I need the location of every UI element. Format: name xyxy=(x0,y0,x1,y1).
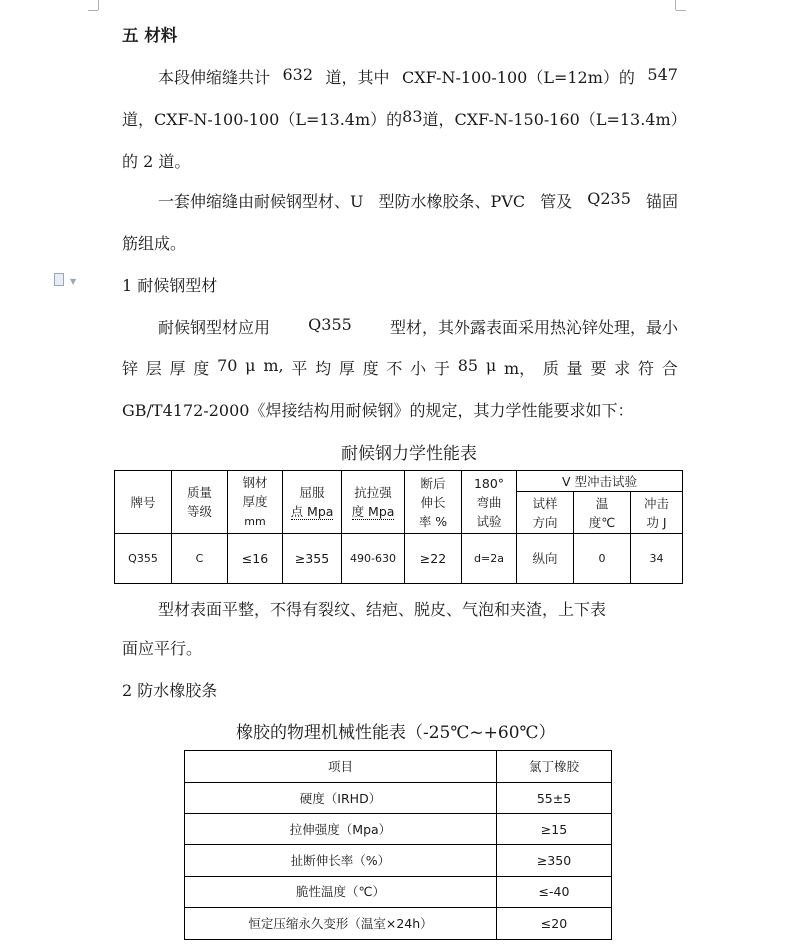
text-run: 型防水橡胶条、PVC xyxy=(378,192,526,211)
text-run: 管及 xyxy=(540,192,573,211)
header-label: 试样 xyxy=(532,495,558,511)
text-run: 层 xyxy=(145,359,162,378)
paragraph-line: 筋组成。 xyxy=(122,234,187,253)
table-cell: 纵向 xyxy=(517,534,574,584)
header-cell xyxy=(631,492,683,534)
paragraph-line: 面应平行。 xyxy=(122,639,203,658)
header-label: V 型冲击试验 xyxy=(561,473,638,489)
paragraph-line xyxy=(158,65,678,88)
table-caption: 橡胶的物理机械性能表（-25℃~+60℃） xyxy=(236,723,556,743)
text-run: 厚 xyxy=(338,359,355,378)
text-run: 符 xyxy=(637,359,654,378)
header-cell xyxy=(574,492,631,534)
header-label: 抗拉强 xyxy=(354,485,392,500)
table-header-row xyxy=(185,751,612,783)
table-caption: 耐候钢力学性能表 xyxy=(341,444,477,464)
header-label: 温 xyxy=(595,495,609,511)
text-run: Q235 xyxy=(587,189,631,208)
paragraph-options-icon[interactable] xyxy=(54,273,78,287)
table-cell: ≤20 xyxy=(497,907,612,939)
text-run: 小 xyxy=(410,359,427,378)
header-label: 钢材 xyxy=(242,475,268,490)
header-cell: 项目 xyxy=(185,751,497,783)
text-run: Q355 xyxy=(308,315,352,334)
table-cell: ≥22 xyxy=(405,534,462,584)
text-run: 于 xyxy=(433,359,450,378)
paragraph-line: GB/T4172-2000《焊接结构用耐候钢》的规定，其力学性能要求如下： xyxy=(122,401,634,420)
header-label: 度℃ xyxy=(588,514,616,530)
header-cell xyxy=(462,471,517,534)
table-row xyxy=(185,876,612,907)
paragraph-line xyxy=(158,315,678,338)
table-cell: ≥350 xyxy=(497,845,612,876)
text-run: 道，其中 xyxy=(325,68,390,87)
paragraph-line xyxy=(158,189,678,212)
header-label: 试验 xyxy=(476,513,502,529)
table-row xyxy=(185,783,612,814)
page-corner-mark xyxy=(98,0,99,10)
header-label: 弯曲 xyxy=(476,494,502,510)
dropdown-arrow-icon: ▼ xyxy=(70,277,77,286)
header-label: 率 % xyxy=(418,513,448,529)
table-cell: 脆性温度（℃） xyxy=(185,876,497,907)
text-run: μ xyxy=(485,356,497,375)
table-cell: ≥15 xyxy=(497,814,612,845)
text-run: 型材，其外露表面采用热沁锌处理，最小 xyxy=(389,318,678,337)
text-run: 合 xyxy=(661,359,678,378)
table-row xyxy=(185,814,612,845)
header-label: 牌号 xyxy=(130,494,156,510)
table-row xyxy=(185,845,612,876)
text-run: 度 xyxy=(362,359,379,378)
paragraph-line: 的 2 道。 xyxy=(122,152,191,171)
paragraph-line xyxy=(122,107,687,130)
header-label: 冲击 xyxy=(643,495,669,511)
section-heading: 五 材料 xyxy=(122,26,178,45)
header-label: 180° xyxy=(473,475,505,491)
table-cell: 34 xyxy=(631,534,683,584)
rubber-properties-table xyxy=(184,750,612,940)
text-run: 均 xyxy=(315,359,332,378)
text-run: 求 xyxy=(614,359,631,378)
header-label: 方向 xyxy=(532,514,558,530)
text-run: 耐候钢型材应用 xyxy=(158,318,271,337)
table-cell: d=2a xyxy=(462,534,517,584)
text-run: 平 xyxy=(291,359,308,378)
subheading: 2 防水橡胶条 xyxy=(122,681,218,700)
text-run: 547 xyxy=(647,65,678,84)
table-cell: ≤-40 xyxy=(497,876,612,907)
text-run: CXF-N-100-100（L=12m）的 xyxy=(402,68,635,87)
header-label: 屈服 xyxy=(299,485,325,500)
table-cell: 490-630 xyxy=(342,534,405,584)
table-cell: C xyxy=(172,534,228,584)
header-label: 功 J xyxy=(646,514,667,530)
text-run: 一套伸缩缝由耐候钢型材、U xyxy=(158,192,364,211)
header-label: 度 Mpa xyxy=(351,504,395,519)
table-cell: Q355 xyxy=(115,534,172,584)
header-label: 质量 xyxy=(186,485,212,500)
header-label: mm xyxy=(244,515,266,528)
text-run: 632 xyxy=(282,65,314,84)
header-label: 点 Mpa xyxy=(290,504,334,519)
table-cell: ≥355 xyxy=(283,534,342,584)
header-label: 等级 xyxy=(186,504,212,519)
page-corner-mark xyxy=(676,10,686,11)
header-label: 厚度 xyxy=(242,494,268,509)
text-run: 83 xyxy=(402,107,423,126)
table-cell: 0 xyxy=(574,534,631,584)
table-cell: 硬度（IRHD） xyxy=(185,783,497,814)
header-label: 伸长 xyxy=(420,494,446,510)
table-row xyxy=(115,534,683,584)
text-run: 不 xyxy=(386,359,403,378)
text-run: 本段伸缩缝共计 xyxy=(158,68,271,87)
steel-properties-table xyxy=(114,470,683,584)
table-cell: 恒定压缩永久变形（温室×24h） xyxy=(185,907,497,939)
header-cell xyxy=(405,471,462,534)
text-run: 锌 xyxy=(122,359,139,378)
text-run: 要 xyxy=(590,359,607,378)
header-cell xyxy=(342,471,405,534)
header-cell xyxy=(517,492,574,534)
header-cell xyxy=(172,471,228,534)
paragraph-line xyxy=(122,356,678,379)
text-run: 质 xyxy=(542,359,559,378)
table-cell: 拉伸强度（Mpa） xyxy=(185,814,497,845)
page-corner-mark xyxy=(675,0,676,10)
paragraph-line: 型材表面平整，不得有裂纹、结疤、脱皮、气泡和夹渣，上下表 xyxy=(158,600,607,619)
text-run: 道，CXF-N-150-160（L=13.4m） xyxy=(422,110,687,129)
text-run: μ xyxy=(245,356,256,375)
text-run: 85 xyxy=(457,356,479,375)
subheading: 1 耐候钢型材 xyxy=(122,276,218,295)
table-cell: 55±5 xyxy=(497,783,612,814)
text-run: m， xyxy=(503,359,536,378)
table-cell: 扯断伸长率（%） xyxy=(185,845,497,876)
text-run: 厚 xyxy=(169,359,186,378)
text-run: 锚固 xyxy=(645,192,678,211)
text-run: 量 xyxy=(566,359,583,378)
header-label: 断后 xyxy=(420,475,446,491)
text-run: 70 xyxy=(217,356,238,375)
header-cell xyxy=(517,471,683,492)
page-corner-mark xyxy=(88,10,98,11)
table-row xyxy=(185,907,612,939)
header-cell xyxy=(283,471,342,534)
text-run: m, xyxy=(263,356,284,375)
text-run: 道，CXF-N-100-100（L=13.4m）的 xyxy=(122,110,403,129)
header-cell xyxy=(228,471,283,534)
text-run: 度 xyxy=(193,359,210,378)
table-cell: ≤16 xyxy=(228,534,283,584)
header-cell: 氯丁橡胶 xyxy=(497,751,612,783)
header-cell xyxy=(115,471,172,534)
document-icon xyxy=(54,273,64,286)
